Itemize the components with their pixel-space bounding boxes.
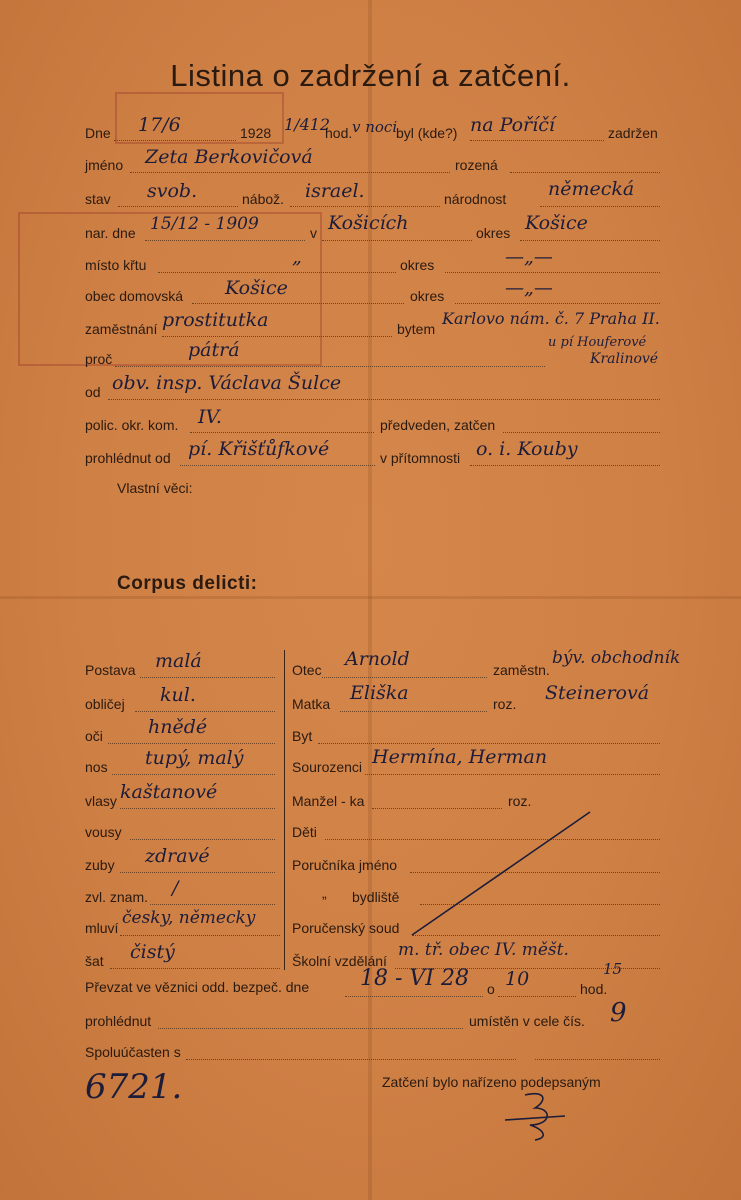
value-bytem-2: u pí Houferové [548, 335, 647, 350]
fill-line [420, 904, 660, 905]
value-narodnost: německá [548, 178, 635, 200]
value-naboz: israel. [305, 180, 365, 202]
fill-line [503, 432, 660, 433]
value-matka: Eliška [350, 682, 409, 704]
label-stav: stav [85, 191, 111, 207]
label-spoluucasten: Spoluúčasten s [85, 1044, 181, 1060]
label-vlasy: vlasy [85, 793, 117, 809]
label-naboz: nábož. [242, 191, 285, 207]
label-zvl-znam: zvl. znam. [85, 889, 149, 905]
label-bytem: bytem [397, 321, 436, 337]
value-prohlednut-od: pí. Křišťůfkové [188, 438, 330, 460]
label-vousy: vousy [85, 824, 122, 840]
fill-line [325, 839, 660, 840]
label-matka: Matka [292, 696, 331, 712]
label-jmeno: jméno [85, 157, 124, 173]
fill-line [158, 272, 396, 273]
fill-line [445, 272, 660, 273]
label-v: v [310, 225, 317, 241]
value-zuby: zdravé [145, 845, 210, 867]
label-misto-krtu: místo křtu [85, 257, 147, 273]
page-title: Listina o zadržení a zatčení. [170, 58, 571, 93]
signature-mark [505, 1094, 565, 1140]
fill-line [520, 240, 660, 241]
fill-line [345, 996, 483, 997]
label-matka-roz: roz. [493, 696, 517, 712]
value-prevzat: 18 - VI 28 [360, 966, 469, 991]
value-obec: Košice [225, 277, 288, 299]
fill-line [115, 366, 545, 367]
fill-line [120, 872, 275, 873]
label-o: o [487, 981, 495, 997]
value-proc: pátrá [188, 339, 240, 361]
fill-line [186, 1059, 516, 1060]
label-sourozenci: Sourozenci [292, 759, 363, 775]
fill-line [112, 774, 275, 775]
label-bydliste: bydliště [352, 889, 400, 905]
fill-line [455, 303, 660, 304]
fill-line [130, 839, 275, 840]
value-obec-okres: —„— [505, 277, 553, 299]
value-bytem: Karlovo nám. č. 7 Praha II. [442, 309, 660, 328]
value-record-number: 6721. [85, 1067, 183, 1107]
label-okres-birth: okres [476, 225, 511, 241]
value-name: Zeta Berkovičová [145, 146, 313, 168]
label-okres-obec: okres [410, 288, 445, 304]
value-time-of-day: v noci [352, 118, 398, 136]
fill-line [114, 140, 236, 141]
label-okres-krtu: okres [400, 257, 435, 273]
value-birth-okres: Košice [525, 212, 588, 234]
fill-line [322, 677, 487, 678]
value-sat: čistý [130, 941, 175, 963]
value-prevzat-min: 15 [603, 960, 623, 978]
label-zamestnani: zaměstnání [85, 321, 158, 337]
fill-line [322, 240, 472, 241]
value-vlasy: kaštanové [120, 781, 218, 803]
label-prohlednut-od: prohlédnut od [85, 450, 171, 466]
value-otec: Arnold [345, 648, 410, 670]
cancel-stroke-line [412, 812, 590, 935]
label-oblicej: obličej [85, 696, 125, 712]
fill-line [340, 711, 487, 712]
value-sourozenci: Hermína, Herman [372, 746, 548, 768]
value-nos: tupý, malý [145, 747, 244, 769]
value-hour: 1/412 [284, 115, 331, 134]
fill-line [535, 1059, 660, 1060]
value-zvl-znam: / [172, 877, 179, 899]
fill-line [192, 303, 404, 304]
label-manzel: Manžel - ka [292, 793, 365, 809]
value-zamestnani: prostitutka [162, 309, 269, 331]
fill-line [510, 172, 660, 173]
fill-line [290, 206, 440, 207]
label-obec-domovska: obec domovská [85, 288, 184, 304]
fill-line [318, 743, 660, 744]
fill-line [412, 935, 660, 936]
fill-line [365, 774, 660, 775]
label-dne: Dne [85, 125, 111, 141]
value-date: 17/6 [138, 114, 181, 136]
label-rozena: rozená [455, 157, 498, 173]
label-zuby: zuby [85, 857, 115, 873]
fill-line [498, 996, 576, 997]
value-cela: 9 [610, 998, 627, 1028]
value-polic: IV. [198, 406, 222, 428]
value-postava: malá [155, 650, 202, 672]
fill-line [180, 465, 375, 466]
fold-line [368, 0, 372, 1200]
label-proc: proč [85, 351, 113, 367]
value-misto-krtu: „ [292, 246, 302, 268]
label-porucensky-soud: Poručenský soud [292, 920, 400, 936]
fill-line [108, 743, 275, 744]
value-matka-roz: Steinerová [545, 682, 650, 704]
label-mluvi: mluví [85, 920, 119, 936]
label-postava: Postava [85, 662, 136, 678]
label-nos: nos [85, 759, 108, 775]
label-zatceni: Zatčení bylo nařízeno podepsaným [382, 1074, 601, 1090]
fill-line [118, 206, 238, 207]
value-oblicej: kul. [160, 684, 196, 706]
label-hod: hod. [325, 125, 353, 141]
fill-line [158, 1028, 463, 1029]
label-porucnika: Poručníka jméno [292, 857, 398, 873]
label-polic: polic. okr. kom. [85, 417, 179, 433]
fill-line [372, 808, 502, 809]
fill-line [470, 465, 660, 466]
label-nar-dne: nar. dne [85, 225, 136, 241]
value-od: obv. insp. Václava Šulce [112, 372, 342, 394]
value-birth-date: 15/12 - 1909 [150, 214, 259, 234]
fill-line [150, 904, 275, 905]
value-skolni: m. tř. obec IV. měšt. [398, 940, 569, 960]
value-v-pritomnosti: o. i. Kouby [476, 438, 578, 460]
label-v-pritomnosti: v přítomnosti [380, 450, 461, 466]
label-vlastni-veci: Vlastní věci: [117, 480, 193, 496]
label-oci: oči [85, 728, 103, 744]
fill-line [135, 711, 275, 712]
fill-line [120, 935, 280, 936]
value-oci: hnědé [148, 716, 208, 738]
label-otec: Otec [292, 662, 322, 678]
value-otec-zamestn: býv. obchodník [552, 648, 681, 668]
label-prohlednut: prohlédnut [85, 1013, 152, 1029]
value-place: na Poříčí [470, 114, 555, 136]
label-zamestn: zaměstn. [493, 662, 550, 678]
fill-line [140, 677, 275, 678]
label-zadrzen: zadržen [608, 125, 658, 141]
value-mluvi: česky, německy [122, 908, 256, 928]
label-deti: Děti [292, 824, 317, 840]
label-byl: byl (kde?) [396, 125, 458, 141]
label-narodnost: národnost [444, 191, 507, 207]
fill-line [110, 968, 280, 969]
value-misto-okres: —„— [505, 246, 553, 268]
fill-line [130, 172, 450, 173]
fold-line [0, 596, 741, 599]
label-byt: Byt [292, 728, 313, 744]
fill-line [470, 140, 604, 141]
label-od: od [85, 384, 101, 400]
fill-line [162, 336, 392, 337]
label-umisten: umístěn v cele čís. [469, 1013, 585, 1029]
fill-line [190, 432, 374, 433]
value-stav: svob. [147, 180, 198, 202]
label-year: 1928 [240, 125, 272, 141]
column-divider [284, 650, 285, 970]
fill-line [108, 399, 660, 400]
value-birth-place: Košicích [328, 212, 409, 234]
fill-line [540, 206, 660, 207]
value-bytem-3: Kralinové [590, 351, 659, 367]
label-prevzat: Převzat ve věznici odd. bezpeč. dne [85, 979, 310, 995]
label-predveden: předveden, zatčen [380, 417, 496, 433]
label-sat: šat [85, 953, 104, 969]
label-hod2: hod. [580, 981, 608, 997]
fill-line [145, 240, 305, 241]
corpus-delicti-heading: Corpus delicti: [117, 573, 258, 594]
value-prevzat-hod: 10 [505, 968, 530, 990]
fill-line [410, 872, 660, 873]
label-skolni: Školní vzdělání [292, 953, 387, 969]
fill-line [120, 808, 275, 809]
label-quote: „ [322, 885, 327, 901]
label-manzel-roz: roz. [508, 793, 532, 809]
